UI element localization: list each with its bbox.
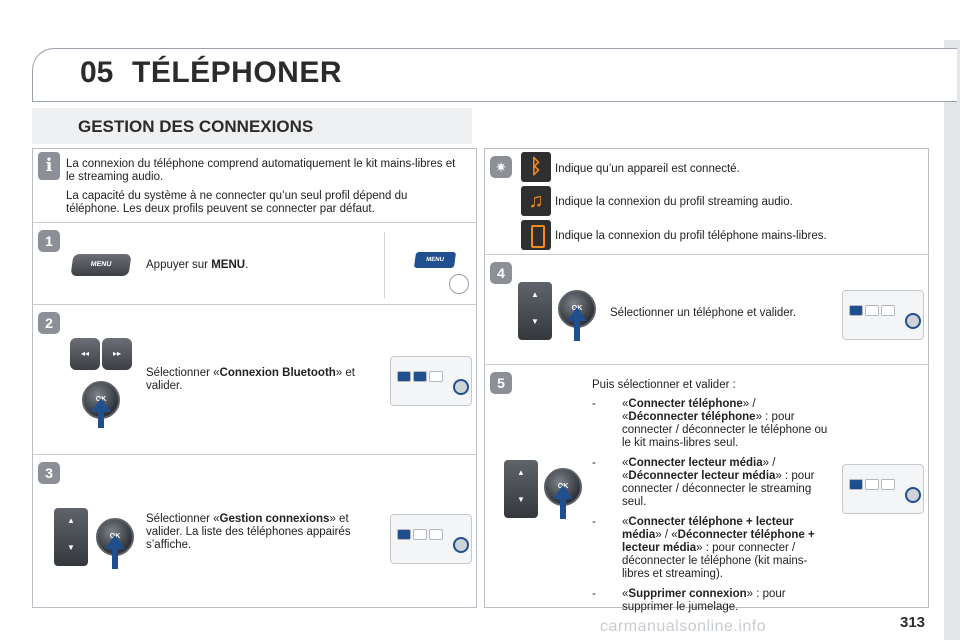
- mini-key: [849, 305, 863, 316]
- option-bold: Connecter téléphone + lecteur média: [622, 516, 794, 541]
- chapter-number: 05: [80, 56, 114, 89]
- step-2-bold: Connexion Bluetooth: [219, 367, 336, 379]
- mini-key: [865, 479, 879, 490]
- option-text: » : pour supprimer le jumelage.: [622, 588, 786, 613]
- step-2-pre: Sélectionner «: [146, 367, 220, 379]
- updown-button-illustration: ▲ ▼: [518, 282, 552, 340]
- step-1-bold: MENU: [211, 259, 246, 271]
- control-panel-illustration: [842, 464, 924, 514]
- legend-text-1: Indique qu’un appareil est connecté.: [555, 163, 740, 175]
- option-text: » : pour connecter / déconnecter le téléphone (kit mains-libres et streaming).: [622, 542, 808, 580]
- option-bold: Déconnecter téléphone: [628, 411, 756, 423]
- phone-icon: [521, 220, 551, 250]
- option-bold: Connecter téléphone: [628, 398, 743, 410]
- step-2-badge: 2: [38, 312, 60, 334]
- option-text: «: [622, 398, 629, 410]
- step-1-badge: 1: [38, 230, 60, 252]
- sun-icon: ✷: [490, 156, 512, 178]
- step-3-pre: Sélectionner «: [146, 513, 220, 525]
- mini-key: [865, 305, 879, 316]
- forward-button-illustration: ▸▸: [102, 338, 132, 370]
- control-panel-illustration: [390, 356, 472, 406]
- option-bold: Supprimer connexion: [628, 588, 747, 600]
- divider: [32, 454, 477, 455]
- option-text: » /: [742, 398, 756, 410]
- arrow-up-icon: [567, 307, 587, 321]
- step-4-text: Sélectionner un téléphone et valider.: [610, 307, 797, 319]
- divider: [484, 254, 929, 255]
- divider: [32, 222, 477, 223]
- updown-button-illustration: ▲ ▼: [504, 460, 538, 518]
- control-panel-illustration: [390, 514, 472, 564]
- step-2-text: [146, 367, 376, 393]
- knob-outline: [449, 274, 469, 294]
- mini-knob: [905, 487, 921, 503]
- info-paragraph-1: La connexion du téléphone comprend automatiquement le kit mains-libres et le streaming audio.: [66, 158, 456, 183]
- menu-key-highlight: MENU: [414, 252, 456, 268]
- ok-knob-illustration: OK: [558, 290, 596, 328]
- arrow-up-icon: [105, 535, 125, 549]
- option-dash: -: [592, 588, 596, 600]
- arrow-stem: [112, 549, 118, 569]
- mini-key: [397, 371, 411, 382]
- step-2-post: » et valider.: [146, 367, 355, 392]
- option-dash: -: [592, 398, 596, 410]
- side-rail: [944, 40, 960, 640]
- mini-key: [413, 529, 427, 540]
- option-bold: Connecter lecteur média: [628, 457, 763, 469]
- step-1-pre: Appuyer sur: [146, 259, 212, 271]
- divider: [484, 364, 929, 365]
- mini-key: [429, 371, 443, 382]
- arrow-stem: [574, 321, 580, 341]
- option-text: «: [622, 588, 629, 600]
- mini-knob: [905, 313, 921, 329]
- updown-button-illustration: ▲ ▼: [54, 508, 88, 566]
- legend-text-2: Indique la connexion du profil streaming audio.: [555, 196, 793, 208]
- option-text: » : pour connecter / déconnecter le streaming seul.: [622, 470, 815, 508]
- option-item: [592, 516, 834, 581]
- step-3-text: [146, 513, 374, 552]
- menu-button-illustration: MENU: [70, 254, 131, 276]
- step-5-badge: 5: [490, 372, 512, 394]
- option-bold: Déconnecter lecteur média: [628, 470, 776, 482]
- option-dash: -: [592, 457, 596, 469]
- ok-knob-illustration: OK: [544, 468, 582, 506]
- option-text: «: [622, 516, 629, 528]
- dashboard-menu-illustration: [384, 232, 473, 298]
- watermark: carmanualsonline.info: [600, 618, 767, 635]
- divider: [32, 304, 477, 305]
- option-dash: -: [592, 516, 596, 528]
- option-item: [592, 457, 834, 509]
- mini-key: [881, 305, 895, 316]
- option-item: [592, 588, 834, 614]
- mini-key: [881, 479, 895, 490]
- arrow-stem: [560, 499, 566, 519]
- option-text: «: [622, 411, 629, 423]
- info-paragraph-2: La capacité du système à ne connecter qu’un seul profil dépend du téléphone. Les deux profils peuvent se connecter par défaut.: [66, 190, 408, 215]
- arrow-up-icon: [553, 485, 573, 499]
- music-note-icon: ♫: [521, 186, 551, 216]
- step-3-post: » et valider. La liste des téléphones appairés s’affiche.: [146, 513, 351, 551]
- option-text: » : pour connecter / déconnecter le téléphone ou le kit mains-libres seul.: [622, 411, 828, 449]
- mini-key: [429, 529, 443, 540]
- mini-key: [413, 371, 427, 382]
- ok-knob-illustration: OK: [96, 518, 134, 556]
- section-title: GESTION DES CONNEXIONS: [78, 117, 314, 136]
- step-3-bold: Gestion connexions: [219, 513, 330, 525]
- page-number: 313: [900, 614, 926, 631]
- step-3-badge: 3: [38, 462, 60, 484]
- legend-text-3: Indique la connexion du profil téléphone mains-libres.: [555, 230, 827, 242]
- option-bold: Déconnecter téléphone + lecteur média: [622, 529, 815, 554]
- bluetooth-icon: ᛒ: [521, 152, 551, 182]
- mini-knob: [453, 537, 469, 553]
- arrow-stem: [98, 412, 104, 428]
- option-text: » /: [762, 457, 776, 469]
- ok-knob-illustration: OK: [82, 381, 120, 419]
- info-text: [66, 158, 462, 216]
- chapter-title: TÉLÉPHONER: [132, 56, 343, 89]
- phone-shape: [531, 225, 545, 248]
- option-text: «: [622, 470, 629, 482]
- step-5-text: [592, 379, 834, 614]
- control-panel-illustration: [842, 290, 924, 340]
- mini-key: [397, 529, 411, 540]
- rewind-button-illustration: ◂◂: [70, 338, 100, 370]
- option-text: «: [622, 457, 629, 469]
- option-text: » / «: [655, 529, 678, 541]
- mini-key: [849, 479, 863, 490]
- arrow-up-icon: [91, 398, 111, 412]
- step-1-post: .: [245, 259, 249, 271]
- step-1-text: [146, 259, 356, 271]
- mini-knob: [453, 379, 469, 395]
- info-icon: i: [38, 152, 60, 180]
- step-5-intro: Puis sélectionner et valider :: [592, 379, 736, 391]
- option-item: [592, 398, 834, 450]
- step-4-badge: 4: [490, 262, 512, 284]
